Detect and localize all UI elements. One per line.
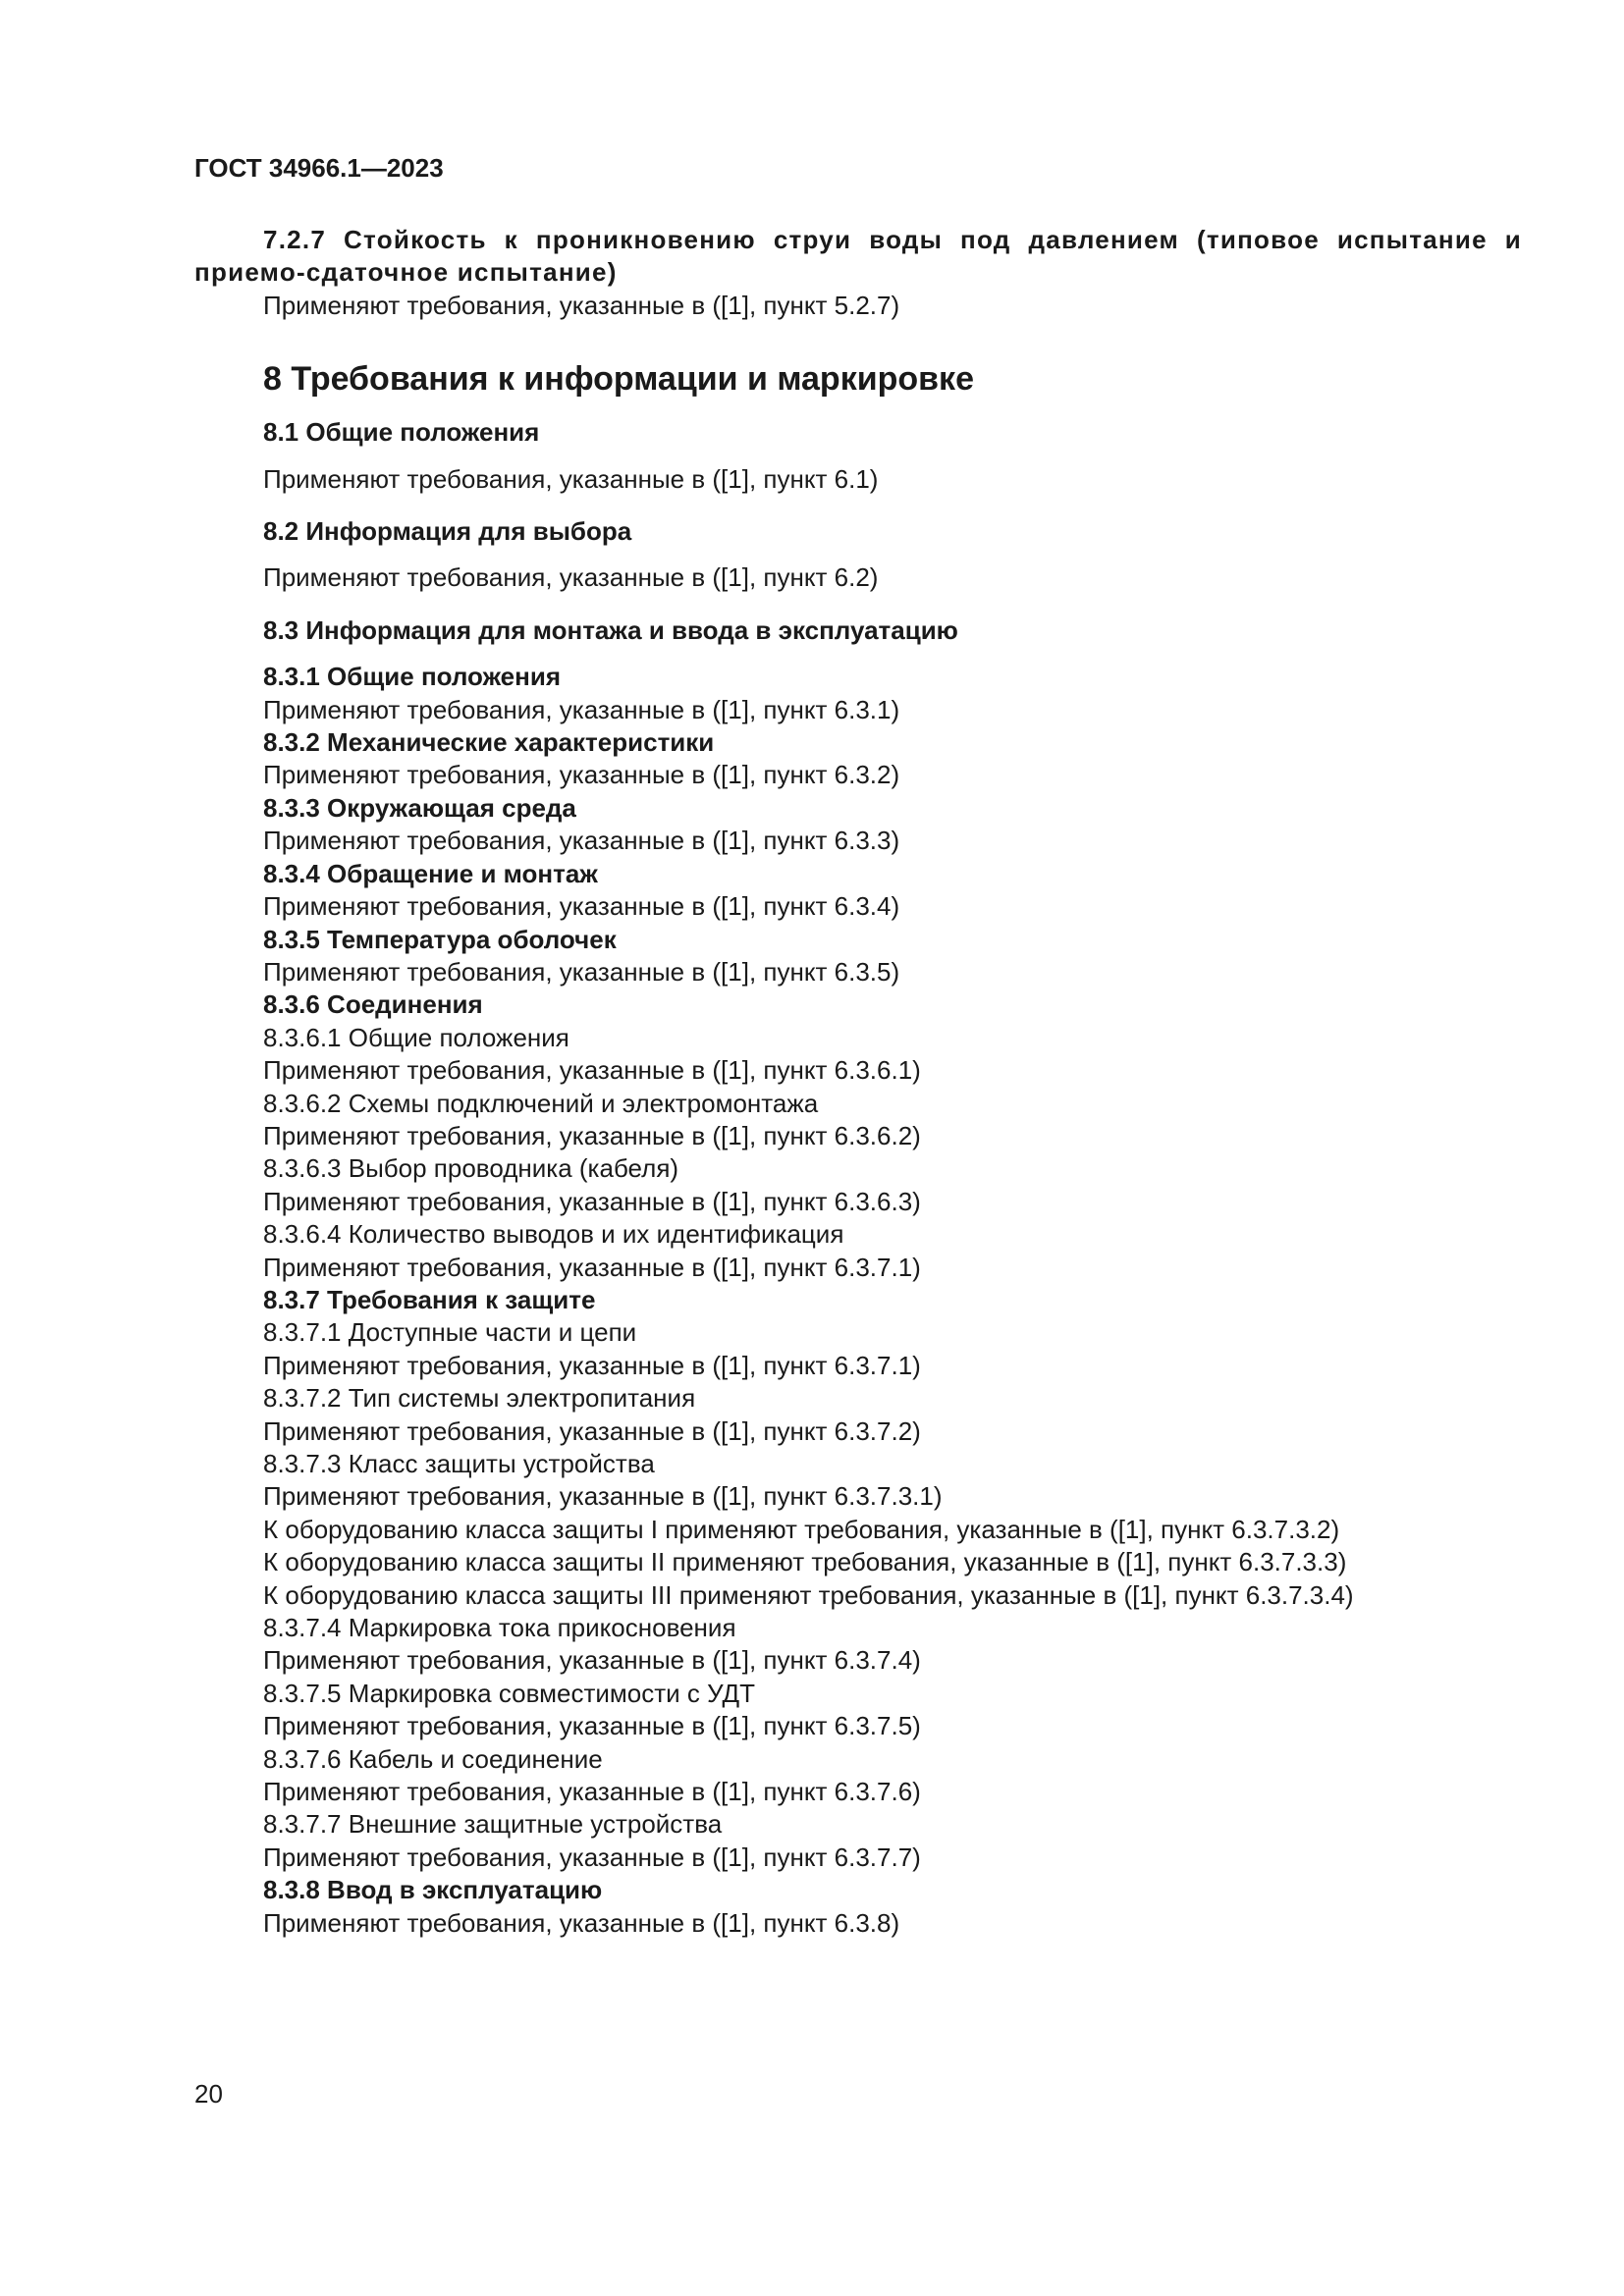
section-8-3-1-text: Применяют требования, указанные в ([1], пункт 6.3.1) bbox=[263, 694, 900, 724]
section-8-3-6-title: 8.3.6 Соединения bbox=[263, 989, 483, 1020]
document-code-header: ГОСТ 34966.1—2023 bbox=[194, 153, 444, 183]
section-8-3-7-3-class-2: К оборудованию класса защиты II применяют требования, указанные в ([1], пункт 6.3.7.3.3) bbox=[263, 1547, 1347, 1577]
section-8-3-4-text: Применяют требования, указанные в ([1], пункт 6.3.4) bbox=[263, 891, 900, 922]
section-8-3-1-title: 8.3.1 Общие положения bbox=[263, 662, 561, 692]
section-8-heading: 8 Требования к информации и маркировке bbox=[263, 360, 974, 399]
section-8-3-7-2-title: 8.3.7.2 Тип системы электропитания bbox=[263, 1383, 696, 1414]
section-8-3-6-2-title: 8.3.6.2 Схемы подключений и электромонтажа bbox=[263, 1088, 819, 1118]
section-8-3-7-4-text: Применяют требования, указанные в ([1], пункт 6.3.7.4) bbox=[263, 1645, 921, 1676]
section-8-3-8-text: Применяют требования, указанные в ([1], пункт 6.3.8) bbox=[263, 1907, 900, 1938]
section-8-3-7-6-text: Применяют требования, указанные в ([1], пункт 6.3.7.6) bbox=[263, 1777, 921, 1807]
section-8-3-7-3-class-3: К оборудованию класса защиты III применяют требования, указанные в ([1], пункт 6.3.7.3.4) bbox=[263, 1579, 1354, 1610]
section-7-2-7-title: 7.2.7 Стойкость к проникновению струи воды под давлением (типовое испытание и приемо-сдаточное испытание) bbox=[194, 225, 1522, 288]
section-8-2-text: Применяют требования, указанные в ([1], пункт 6.2) bbox=[263, 562, 879, 593]
section-8-1-text: Применяют требования, указанные в ([1], пункт 6.1) bbox=[263, 463, 879, 494]
section-8-3-7-1-text: Применяют требования, указанные в ([1], пункт 6.3.7.1) bbox=[263, 1350, 921, 1380]
section-8-2-title: 8.2 Информация для выбора bbox=[263, 516, 632, 547]
section-8-3-7-7-title: 8.3.7.7 Внешние защитные устройства bbox=[263, 1809, 723, 1840]
section-8-3-3-title: 8.3.3 Окружающая среда bbox=[263, 792, 576, 823]
section-8-3-6-2-text: Применяют требования, указанные в ([1], пункт 6.3.6.2) bbox=[263, 1120, 921, 1150]
page-number: 20 bbox=[194, 2079, 223, 2109]
section-8-3-2-title: 8.3.2 Механические характеристики bbox=[263, 727, 715, 758]
section-8-3-7-3-title: 8.3.7.3 Класс защиты устройства bbox=[263, 1449, 655, 1478]
section-7-2-7-text: Применяют требования, указанные в ([1], пункт 5.2.7) bbox=[263, 290, 900, 320]
section-8-3-3-text: Применяют требования, указанные в ([1], пункт 6.3.3) bbox=[263, 826, 900, 856]
section-8-3-7-3-text: Применяют требования, указанные в ([1], пункт 6.3.7.3.1) bbox=[263, 1481, 943, 1512]
section-8-3-7-7-text: Применяют требования, указанные в ([1], пункт 6.3.7.7) bbox=[263, 1842, 921, 1872]
section-8-3-6-1-text: Применяют требования, указанные в ([1], пункт 6.3.6.1) bbox=[263, 1055, 921, 1086]
section-8-1-title: 8.1 Общие положения bbox=[263, 417, 540, 448]
document-body bbox=[194, 224, 1522, 1940]
section-8-3-5-text: Применяют требования, указанные в ([1], пункт 6.3.5) bbox=[263, 956, 900, 987]
section-8-3-7-5-title: 8.3.7.5 Маркировка совместимости с УДТ bbox=[263, 1678, 755, 1708]
section-8-3-7-1-title: 8.3.7.1 Доступные части и цепи bbox=[263, 1317, 637, 1348]
section-8-3-7-6-title: 8.3.7.6 Кабель и соединение bbox=[263, 1743, 603, 1774]
section-8-3-6-1-title: 8.3.6.1 Общие положения bbox=[263, 1022, 569, 1052]
section-8-3-8-title: 8.3.8 Ввод в эксплуатацию bbox=[263, 1875, 603, 1905]
section-8-3-6-3-title: 8.3.6.3 Выбор проводника (кабеля) bbox=[263, 1153, 679, 1184]
section-8-3-7-2-text: Применяют требования, указанные в ([1], пункт 6.3.7.2) bbox=[263, 1415, 921, 1446]
section-8-3-6-3-text: Применяют требования, указанные в ([1], пункт 6.3.6.3) bbox=[263, 1186, 921, 1216]
section-8-3-7-5-text: Применяют требования, указанные в ([1], пункт 6.3.7.5) bbox=[263, 1711, 921, 1741]
section-8-3-6-4-text: Применяют требования, указанные в ([1], пункт 6.3.7.1) bbox=[263, 1252, 921, 1282]
section-8-3-7-3-class-1: К оборудованию класса защиты I применяют требования, указанные в ([1], пункт 6.3.7.3.2) bbox=[263, 1514, 1340, 1544]
section-8-3-6-4-title: 8.3.6.4 Количество выводов и их идентификация bbox=[263, 1219, 844, 1250]
section-8-3-5-title: 8.3.5 Температура оболочек bbox=[263, 924, 617, 954]
section-8-3-7-4-title: 8.3.7.4 Маркировка тока прикосновения bbox=[263, 1613, 736, 1643]
section-8-3-4-title: 8.3.4 Обращение и монтаж bbox=[263, 858, 598, 888]
section-8-3-title: 8.3 Информация для монтажа и ввода в эксплуатацию bbox=[263, 614, 958, 645]
section-8-3-2-text: Применяют требования, указанные в ([1], пункт 6.3.2) bbox=[263, 760, 900, 790]
section-8-3-7-title: 8.3.7 Требования к защите bbox=[263, 1284, 596, 1314]
